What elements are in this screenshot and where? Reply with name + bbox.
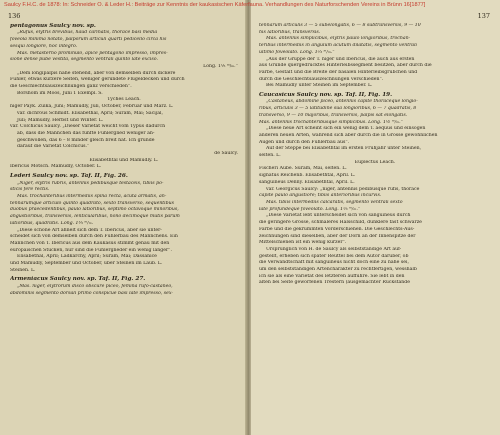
left-page-line: europäischen Stücken, nur sind die Fühlerglieder ein wenig länger“. <box>10 247 173 253</box>
left-page-line: pentagonus Saulcy nov. sp. <box>10 23 96 29</box>
right-page-line: sanguineus Denny. Elisabethtal, April. L. <box>259 179 355 185</box>
left-page-line: „Rufus, elytris brevibus, haud carinatis, thorace basi media <box>17 30 158 36</box>
left-page-line: „Niger, elytris rubris, antennis pedibusque testaceis, tibiis po- <box>17 180 164 186</box>
right-page-line: anderen neuen Arten, während sich aber durch die in Grösse gewöhnlichen <box>259 132 438 138</box>
right-page-line: Caucasicus Saulcy nov. sp. Taf. II, Fig. 19. <box>259 92 393 99</box>
right-page-line: ultimo foveolato. Long. 1⅔ ᵐ/ₘ.“ <box>259 49 335 55</box>
right-page-line: die Verwandtschaft mit sanguineus nicht doch eine zu nahe sei, <box>259 260 409 266</box>
right-page-line: Mittelschienen ist ein wenig kürzer“. <box>259 240 347 246</box>
left-page-line: Borshom im Moos, Juni 1 Exempl. S. <box>17 90 103 96</box>
left-page-line: Steinen. L. <box>10 267 36 273</box>
right-page-line: ribus, articulis 3 — 5 latitudine sua longioribus, 6 — 7 quadratis, 8 <box>259 106 417 112</box>
left-page-line: Mas. metasterno prominulo, apice pentagono impresso, impres- <box>17 50 168 56</box>
left-page-line: tennarumque articulo quinto quadrato, sexto transverso, sequentibus <box>10 200 174 206</box>
citation-header: Saulcy F.H.C. de 1878: In: Schneider O. & Leder H.: Beiträge zur Kenntnis der kaukasischen Käferfauna. Verhandlungen des Naturforschenden Vereins in Brünn 16[1877] <box>4 2 426 8</box>
left-page-line: „Dem longipalpis nahe stehend, aber von demselben durch dickere <box>17 70 176 76</box>
left-page-line: Tyches Leach. <box>107 97 141 103</box>
left-page-line: angustioribus, transversis, lenticularibus, nono decimoque mutis parum <box>10 214 180 220</box>
right-page-line: die geringere Grösse, schmäleres Halsschild, dunklere fast schwarze <box>259 220 422 226</box>
left-page-line: var. dichrous Schmidt. Elisabethal, April; Suram, Mai; Sacijal, <box>17 110 163 116</box>
left-page-line: Fühler, etwas kürzere Seiten, weniger gerundete Flügeldecken und durch <box>10 77 185 83</box>
right-page-line: aus Grunde quergedrücktes Hinterleibssegment besitzen, aber durch die <box>259 63 432 69</box>
right-page <box>251 0 500 435</box>
left-page-line: Ibericus Motsch. Mamudly, October. L. <box>10 164 102 170</box>
right-page-line: tennarum articulis 3 — 5 subelongatis, 6 — 8 subtransversis, 9 — 10 <box>259 23 421 28</box>
left-page-line: sione dense pube vestita, segmento ventrali quinto late exciso. <box>10 57 158 63</box>
right-page-line: durch die Geschlechtsauszeichnungen verschieden“. <box>259 76 384 82</box>
left-page <box>0 0 247 435</box>
right-page-line: late profundeque foveolato. Long. 1⅓ ᵐ/ₘ.“ <box>259 206 361 212</box>
right-page-line: alten bei Seite geworfenen Trestern (ausgemachter Rückstände <box>259 280 410 286</box>
left-page-line: die Geschlechtsauszeichnungen ganz verschieden“. <box>10 84 132 90</box>
left-page-line: latioribus, quadratis. Long. 1⅗ ᵐ/ₘ. <box>10 220 94 226</box>
left-page-line: Armeniacus Saulcy nov. sp. Taf. II, Fig. 27. <box>10 276 146 283</box>
left-page-line: abdominis segmento dorsali primo conspicue basi late impresso, sex- <box>10 290 174 296</box>
right-page-line: selten. L. <box>259 153 281 159</box>
right-page-text <box>259 23 491 287</box>
left-page-line: niger Payk. Zulka, Juni; Mamudly, Juli, October, Februar und März. L. <box>10 104 174 110</box>
left-page-line: und Mamudly, September und October, über Steinen im Laub. L. <box>10 261 163 267</box>
right-page-line: um den selbstständigen Artencharakter zu rechtfertigen, wesshalb <box>259 267 417 273</box>
left-page-number: 136 <box>8 12 21 20</box>
right-page-line: gestellt, erheben sich später Reuttel bei dem Autor darüber, ob <box>259 253 409 259</box>
left-page-line: Juli; Mamudly, Herbst und Winter. L. <box>17 117 104 123</box>
right-page-line: „Aus der Gruppe der T. niger und Ibericus, die auch aus ersten <box>266 56 415 62</box>
right-page-line: Ursprünglich von H. de Saulcy als selbstständige Art auf- <box>266 246 402 252</box>
left-page-line: „Diese schöne Art ähnelt sich dem T. Ibericus, aber sie unter- <box>17 227 162 233</box>
right-page-line: teribus intermediis in angulum acutum dilatatis, segmento ventrali <box>259 43 418 49</box>
left-page-line: de Saulcy. <box>214 151 238 157</box>
left-page-line: scheidet sich von demselben durch den Fühlerbau des Männchens. Ein <box>10 234 178 240</box>
left-page-line: sesqui longiore, hoc integro. <box>10 43 78 49</box>
right-page-line: Auf der Steppe bei Elisabethtal im ersten Frühjahr unter Steinen, <box>266 146 422 152</box>
right-page-line: Mas. antennis simplicibus, elytris paulo longioribus, trochan- <box>266 36 411 42</box>
left-page-line: var. Colchicus Saulcy. „Dieser Varietät weicht vom Typus dadurch <box>10 124 166 130</box>
left-page-line: Long. 1⅕ ᵐ/ₘ.“ <box>203 63 238 69</box>
right-page-line: ich sie als eine Varietät des letzteren aufführe. Sie lebt in den <box>259 273 405 279</box>
right-page-line: signatus Reichenb. Elisabethtal, April. L. <box>259 173 356 179</box>
right-page-line: „Castaneus, abdomine piceo, antennis capite thoraceque longio- <box>266 99 418 105</box>
left-page-line: foveola minima notato, palporum articuli quarti pedicello circa his <box>10 37 167 43</box>
right-page-line: var. Georgicus Saulcy: „niger, antennis pedibusque rufis, thorace <box>266 186 420 192</box>
right-page-number: 137 <box>477 12 490 20</box>
left-page-line: Männchen von T. Ibericus aus dem Kaukasus stimmt genau mit den <box>10 240 170 246</box>
left-page-line: Mas. trochanteribus intermediis spina recta, acuta armatis, an- <box>17 193 167 199</box>
right-page-line: „Diese neue Art scheint sich ein wenig dem T. aequus und einsogen <box>266 126 426 132</box>
left-page-line: Elisabethtal und Mamudly. L. <box>89 157 159 163</box>
left-page-line: Elisabethal, April; Ladkarchy, April; Suram, Mai; Dassanice <box>17 254 157 260</box>
right-page-line: zeichnungen sind dieselben, aber der Dorn an der Innenspitze der <box>259 233 416 239</box>
left-page-line: Lederi Saulcy nov. sp. Taf. II, Fig. 26. <box>10 173 128 180</box>
right-page-line: Euplectus Leach. <box>354 159 396 165</box>
right-page-line: Farbe, Gestalt und die Breite der basalen Hinterleibsgrübchen und <box>259 69 418 75</box>
left-page-line: sticis fere rectis. <box>10 187 50 193</box>
right-page-line: „Diese Varietät lebt unterscheidet sich von sanguineus durch <box>266 213 411 219</box>
right-page-line: his latioribus, transversis. <box>259 29 321 35</box>
right-page-line: Mas. antennis trochanteribusque simplicibus. Long. 1½ ᵐ/ₘ.“ <box>259 119 403 125</box>
left-page-line: ab, dass die Männchen das fünfte Fühlerglied weniger an- <box>17 130 155 136</box>
right-page-line: Mas. tibiis intermediis calcaratis, segmento ventrali sexto <box>266 199 403 205</box>
right-page-line: Bei Mamudly unter Steinen im September. L. <box>266 83 373 89</box>
right-page-line: transverso, 9 — 10 majoribus, transversis, palpis sat elongatis. <box>259 112 408 118</box>
left-page-line: darauf die Varietät Colchicus.“ <box>17 144 90 150</box>
right-page-line: Augen und durch den Fühlerbau aus“. <box>259 139 350 145</box>
right-page-line: Farbe und die gekrümmten Vorderschienen. Die Geschlechts-Aus- <box>259 226 415 232</box>
left-page-line: geschwollen, das 6 – 8 minder gleich breit hat. Ich gründe <box>17 137 155 143</box>
left-page-line: duobus praecedentibus, paulo latioribus, septimo octavoque minoribus, <box>10 207 179 213</box>
left-page-line: „Mas. niger, elytrorum disco obscure piceo, femina rufo-castaneo, <box>17 283 173 289</box>
right-page-line: Fischeri Aubé. Suram, Mai, selten. L. <box>259 166 347 172</box>
left-page-text <box>10 23 238 297</box>
right-page-line: capite paulo angustiore; tibiis anterioribus incurvis. <box>259 193 382 199</box>
